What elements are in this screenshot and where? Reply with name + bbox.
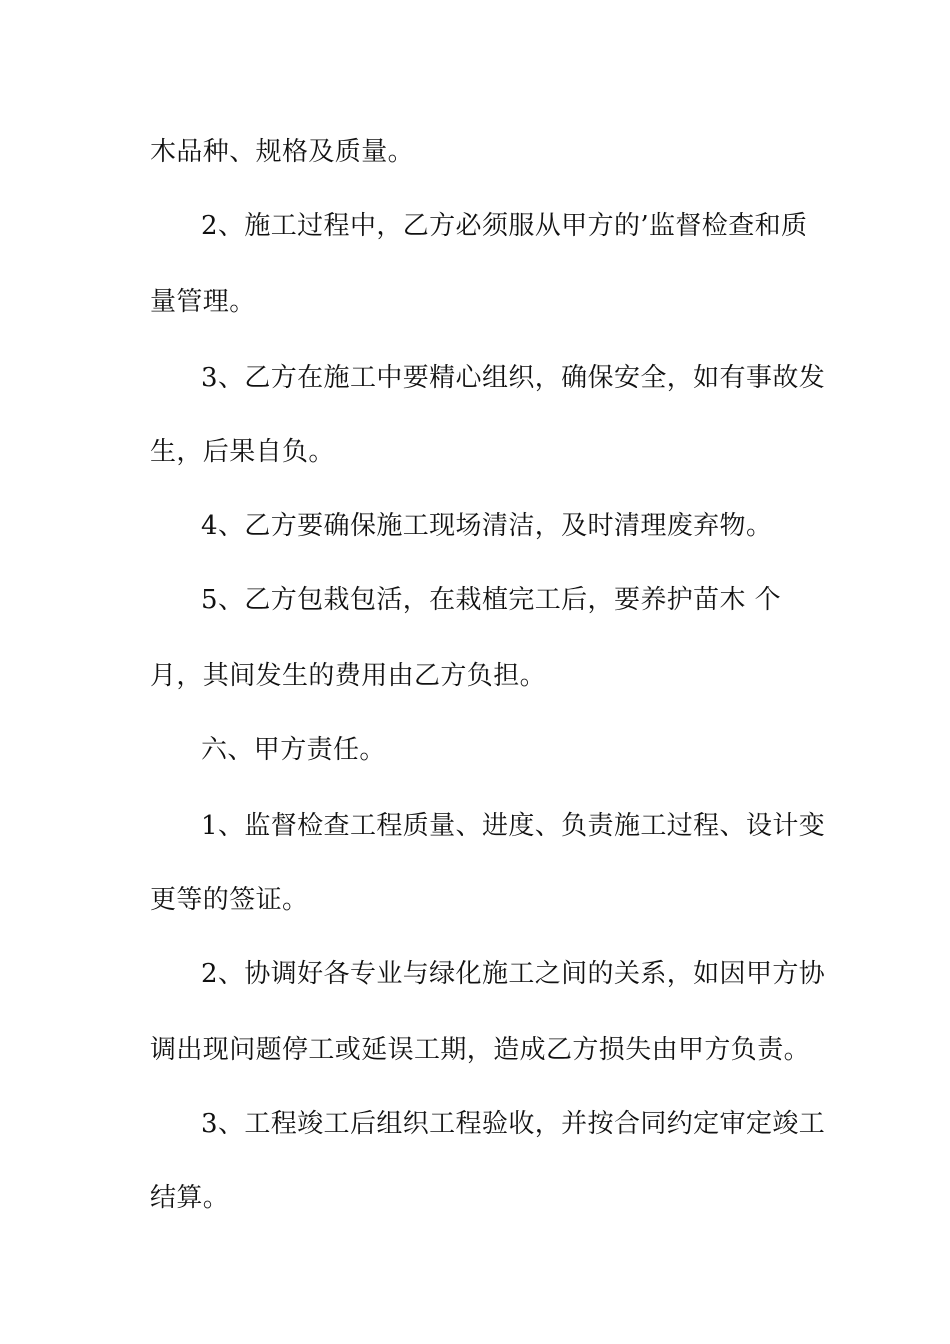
text-line: 1、监督检查工程质量、进度、负责施工过程、设计变 — [201, 811, 826, 841]
text-line: 生，后果自负。 — [150, 437, 335, 467]
text-line: 3、乙方在施工中要精心组织，确保安全，如有事故发 — [201, 363, 826, 393]
text-line: 3、工程竣工后组织工程验收，并按合同约定审定竣工 — [201, 1109, 826, 1139]
section-heading: 六、甲方责任。 — [201, 735, 386, 765]
text-line: 2、协调好各专业与绿化施工之间的关系，如因甲方协 — [201, 959, 826, 989]
text-line: 更等的签证。 — [150, 885, 309, 915]
text-line: 调出现问题停工或延误工期，造成乙方损失由甲方负责。 — [150, 1035, 811, 1065]
text-line: 月，其间发生的费用由乙方负担。 — [150, 661, 547, 691]
text-line: 结算。 — [150, 1183, 230, 1213]
text-line: 2、施工过程中，乙方必须服从甲方的’监督检查和质 — [201, 211, 808, 241]
text-line: 木品种、规格及质量。 — [150, 137, 415, 167]
text-line: 5、乙方包栽包活，在栽植完工后，要养护苗木 个 — [201, 585, 782, 615]
text-line: 量管理。 — [150, 287, 256, 317]
text-line: 4、乙方要确保施工现场清洁，及时清理废弃物。 — [201, 511, 773, 541]
